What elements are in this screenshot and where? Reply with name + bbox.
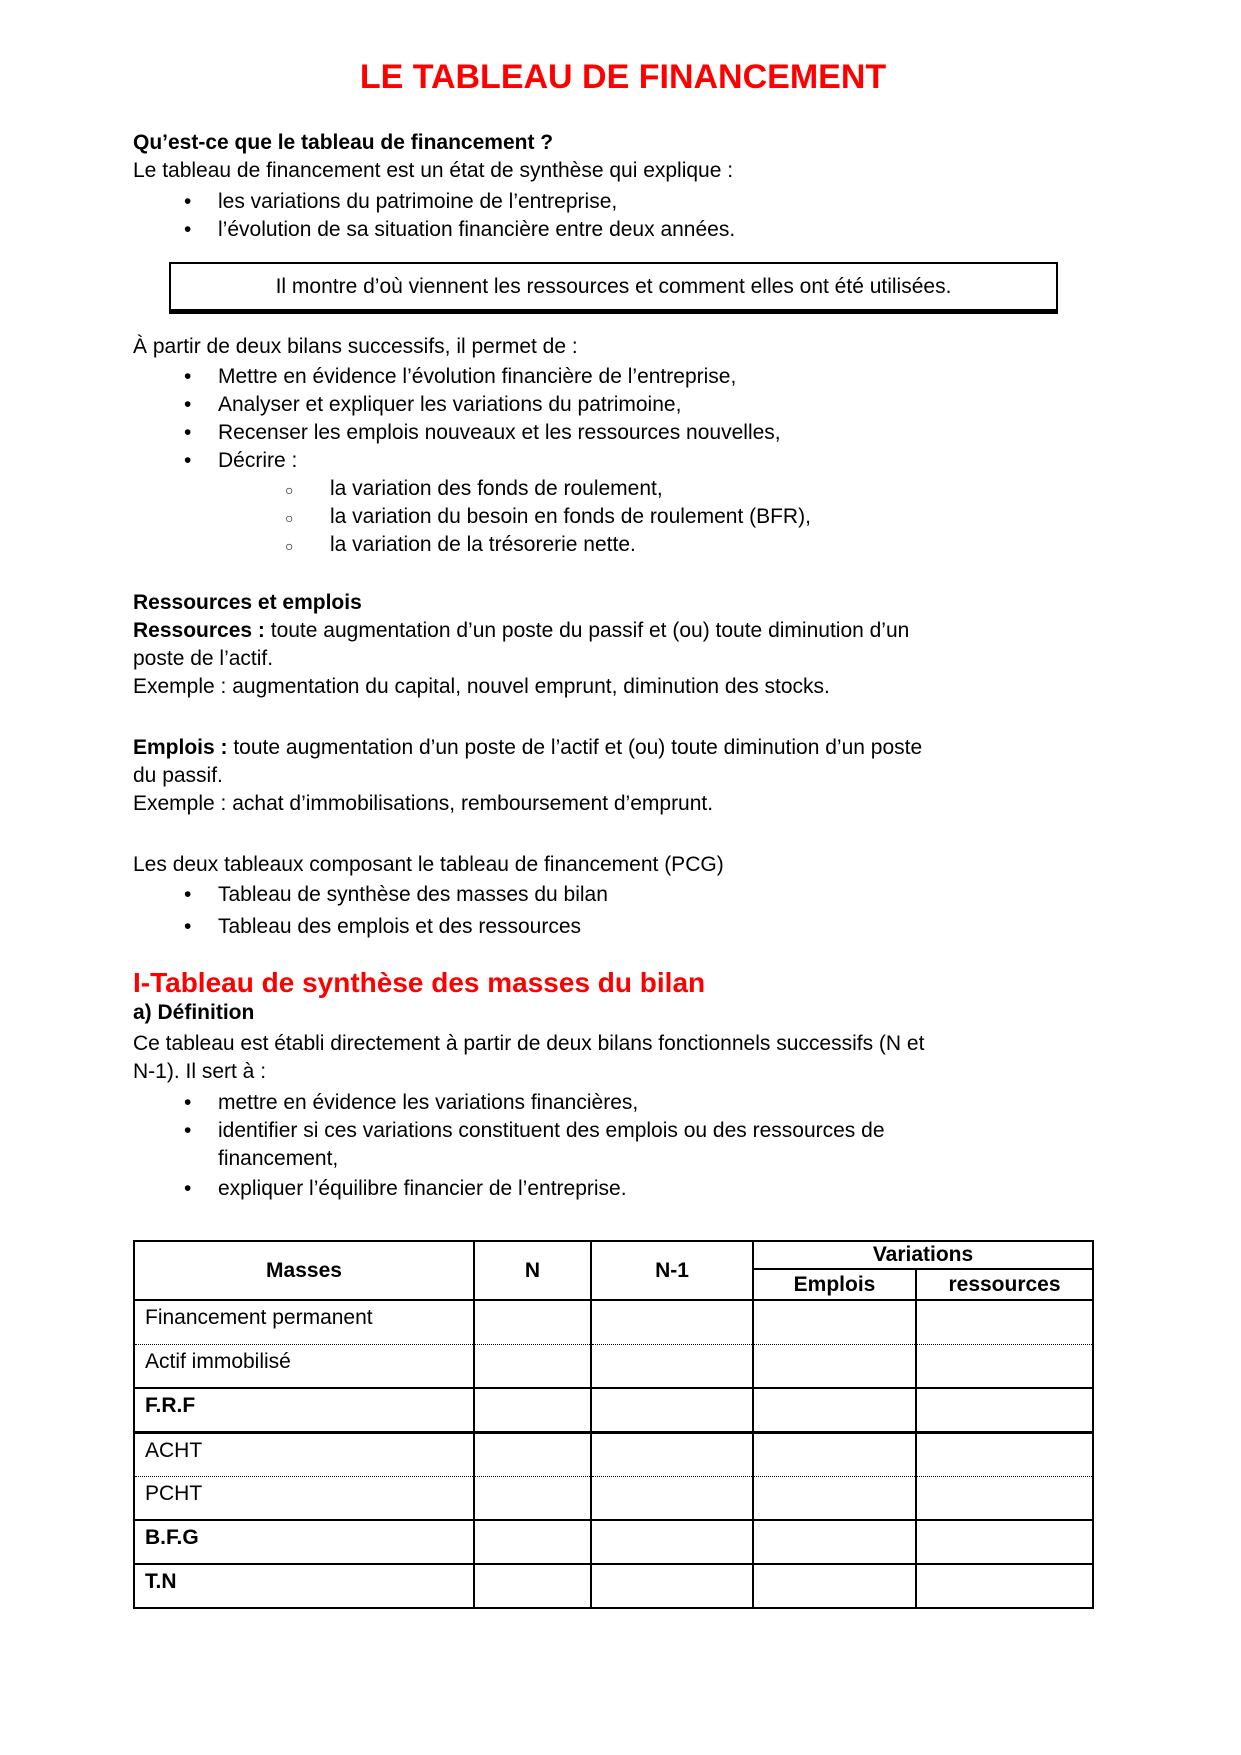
- empty-cell: [591, 1432, 753, 1476]
- permet-lead: À partir de deux bilans successifs, il permet de :: [133, 335, 578, 358]
- emplois-definition: [133, 734, 1113, 818]
- row-label: Actif immobilisé: [134, 1344, 474, 1388]
- list-item-text: Tableau des emplois et des ressources: [218, 915, 582, 938]
- circle-bullet-icon: ○: [285, 538, 294, 554]
- intro-section: [133, 129, 1113, 244]
- circle-bullet-icon: ○: [285, 510, 294, 526]
- list-item-text: expliquer l’équilibre financier de l’entreprise.: [218, 1177, 627, 1200]
- ressources-definition: [133, 589, 1113, 701]
- emplois-example: Exemple : achat d’immobilisations, remboursement d’emprunt.: [133, 792, 714, 815]
- empty-cell: [591, 1300, 753, 1344]
- row-label: Financement permanent: [134, 1300, 474, 1344]
- list-item-text: l’évolution de sa situation financière entre deux années.: [218, 218, 736, 241]
- page-title: LE TABLEAU DE FINANCEMENT: [359, 58, 887, 96]
- masses-table: [133, 1240, 1094, 1609]
- pcg-lead: Les deux tableaux composant le tableau de financement (PCG): [133, 853, 724, 876]
- bullet-icon: •: [184, 1119, 192, 1142]
- empty-cell: [916, 1432, 1093, 1476]
- empty-cell: [474, 1388, 591, 1432]
- empty-cell: [753, 1388, 916, 1432]
- ressources-text: toute augmentation d’un poste du passif et (ou) toute diminution d’un: [264, 619, 910, 642]
- empty-cell: [591, 1476, 753, 1520]
- circle-bullet-icon: ○: [285, 482, 294, 498]
- sub-list-item-text: la variation de la trésorerie nette.: [330, 533, 636, 556]
- emplois-line-2: du passif.: [133, 764, 223, 787]
- permet-sub-list: [133, 475, 1113, 559]
- empty-cell: [474, 1344, 591, 1388]
- empty-cell: [591, 1344, 753, 1388]
- list-item-text: Décrire :: [218, 449, 298, 472]
- emplois-text: toute augmentation d’un poste de l’actif et (ou) toute diminution d’un poste: [227, 736, 923, 759]
- empty-cell: [753, 1476, 916, 1520]
- empty-cell: [753, 1300, 916, 1344]
- table-row-frf: [134, 1388, 1093, 1432]
- list-item-text: identifier si ces variations constituent des emplois ou des ressources de: [218, 1119, 885, 1142]
- paragraph-line: N-1). Il sert à :: [133, 1060, 267, 1083]
- permet-section: [133, 333, 1113, 559]
- bullet-icon: •: [184, 190, 192, 213]
- intro-heading: Qu’est-ce que le tableau de financement ?: [133, 131, 554, 154]
- empty-cell: [591, 1520, 753, 1564]
- list-item: [133, 913, 1113, 941]
- empty-cell: [916, 1564, 1093, 1608]
- list-item-text: les variations du patrimoine de l’entreprise,: [218, 190, 618, 213]
- bullet-icon: •: [184, 915, 192, 938]
- list-item: [133, 419, 1113, 447]
- list-item: [133, 391, 1113, 419]
- empty-cell: [916, 1344, 1093, 1388]
- table-header: [134, 1241, 1093, 1300]
- table-row-actif-immobilise: [134, 1344, 1093, 1388]
- ressources-line-1: [133, 617, 1113, 645]
- column-header-ressources: ressources: [916, 1269, 1093, 1300]
- section1-subheading: a) Définition: [133, 1001, 255, 1024]
- list-item: [133, 447, 1113, 475]
- row-label: F.R.F: [134, 1388, 474, 1432]
- paragraph-line: Ce tableau est établi directement à partir de deux bilans fonctionnels successifs (N et: [133, 1032, 925, 1055]
- list-item-text: mettre en évidence les variations financières,: [218, 1091, 639, 1114]
- callout-box: [169, 262, 1058, 314]
- list-item: [133, 188, 1113, 216]
- empty-cell: [916, 1520, 1093, 1564]
- intro-lead: Le tableau de financement est un état de synthèse qui explique :: [133, 159, 734, 182]
- ressources-label: Ressources :: [133, 619, 265, 642]
- list-item-text: Recenser les emplois nouveaux et les ressources nouvelles,: [218, 421, 781, 444]
- defs-heading: Ressources et emplois: [133, 591, 362, 614]
- table-row-tn: [134, 1564, 1093, 1608]
- empty-cell: [591, 1388, 753, 1432]
- empty-cell: [916, 1388, 1093, 1432]
- empty-cell: [916, 1476, 1093, 1520]
- empty-cell: [753, 1432, 916, 1476]
- bullet-icon: •: [184, 1091, 192, 1114]
- list-item-text: Mettre en évidence l’évolution financière de l’entreprise,: [218, 365, 737, 388]
- list-item: [133, 216, 1113, 244]
- table-row-pcht: [134, 1476, 1093, 1520]
- empty-cell: [474, 1300, 591, 1344]
- row-label: B.F.G: [134, 1520, 474, 1564]
- list-item: [133, 1117, 1113, 1173]
- table-row-financement-permanent: [134, 1300, 1093, 1344]
- bullet-icon: •: [184, 1177, 192, 1200]
- empty-cell: [591, 1564, 753, 1608]
- table-row-bfg: [134, 1520, 1093, 1564]
- table-body: [134, 1300, 1093, 1608]
- sub-list-item: [133, 531, 1113, 559]
- list-item: [133, 1175, 1113, 1203]
- sub-list-item: [133, 503, 1113, 531]
- empty-cell: [474, 1564, 591, 1608]
- permet-bullet-list: [133, 363, 1113, 475]
- pcg-section: [133, 851, 1113, 941]
- row-label: T.N: [134, 1564, 474, 1608]
- empty-cell: [753, 1564, 916, 1608]
- bullet-icon: •: [184, 218, 192, 241]
- sub-list-item-text: la variation des fonds de roulement,: [330, 477, 663, 500]
- bullet-icon: •: [184, 883, 192, 906]
- list-item: [133, 1089, 1113, 1117]
- sub-list-item-text: la variation du besoin en fonds de roulement (BFR),: [330, 505, 811, 528]
- list-item: [133, 363, 1113, 391]
- emplois-line-1: [133, 734, 1113, 762]
- empty-cell: [753, 1344, 916, 1388]
- intro-bullet-list: [133, 188, 1113, 244]
- list-item-text: Analyser et expliquer les variations du patrimoine,: [218, 393, 682, 416]
- emplois-label: Emplois :: [133, 736, 228, 759]
- bullet-icon: •: [184, 449, 192, 472]
- column-header-n-1: N-1: [591, 1241, 753, 1300]
- bullet-icon: •: [184, 365, 192, 388]
- column-header-emplois: Emplois: [753, 1269, 916, 1300]
- bullet-icon: •: [184, 393, 192, 416]
- empty-cell: [474, 1476, 591, 1520]
- list-item: [133, 881, 1113, 909]
- row-label: ACHT: [134, 1432, 474, 1476]
- section1-heading: I-Tableau de synthèse des masses du bilan: [133, 967, 706, 998]
- ressources-line-2: poste de l’actif.: [133, 647, 274, 670]
- empty-cell: [916, 1300, 1093, 1344]
- column-header-variations: Variations: [753, 1241, 1093, 1269]
- list-item-text: Tableau de synthèse des masses du bilan: [218, 883, 608, 906]
- section1-bullet-list: [133, 1089, 1113, 1203]
- bullet-icon: •: [184, 421, 192, 444]
- callout-text: Il montre d’où viennent les ressources et comment elles ont été utilisées.: [275, 275, 952, 298]
- masses-table-wrapper: [133, 1240, 1113, 1609]
- pcg-bullet-list: [133, 881, 1113, 941]
- ressources-example: Exemple : augmentation du capital, nouvel emprunt, diminution des stocks.: [133, 675, 830, 698]
- column-header-n: N: [474, 1241, 591, 1300]
- empty-cell: [753, 1520, 916, 1564]
- column-header-masses: Masses: [134, 1241, 474, 1300]
- callout-wrapper: [133, 262, 1113, 314]
- list-item-text-continuation: financement,: [218, 1147, 339, 1170]
- sub-list-item: [133, 475, 1113, 503]
- empty-cell: [474, 1520, 591, 1564]
- table-row-acht: [134, 1432, 1093, 1476]
- empty-cell: [474, 1432, 591, 1476]
- row-label: PCHT: [134, 1476, 474, 1520]
- section1-paragraph: [133, 1030, 1113, 1086]
